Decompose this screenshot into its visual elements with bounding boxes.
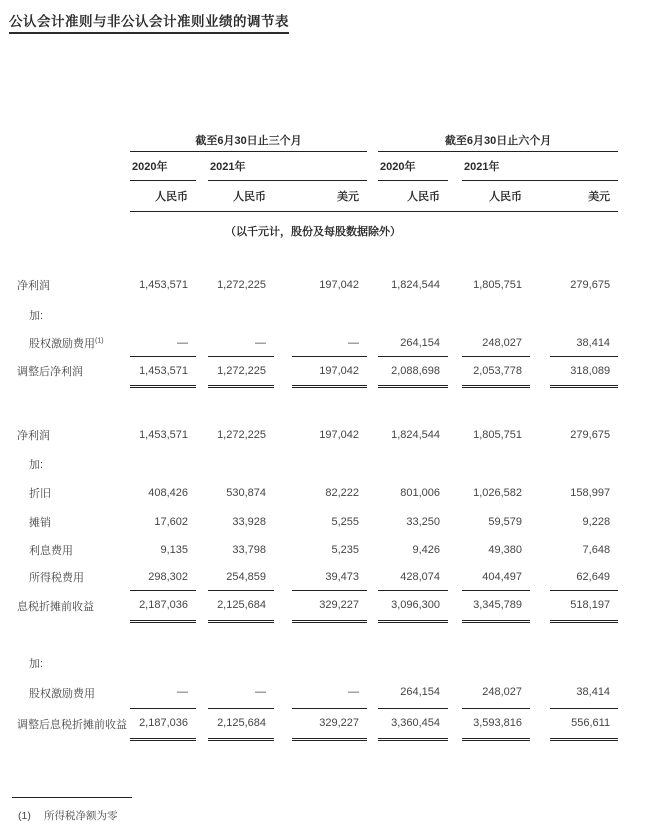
- value-cell: 1,453,571: [139, 429, 188, 441]
- table-row: [8, 649, 618, 677]
- value-cell: 1,453,571: [130, 356, 196, 386]
- value-cell: 2,187,036: [130, 708, 196, 739]
- table-row: [8, 677, 618, 708]
- value-cell: 518,197: [550, 590, 618, 621]
- value-cell: —: [130, 677, 196, 708]
- row-label: 利息费用: [29, 545, 73, 557]
- value-cell: 3,593,816: [462, 708, 530, 739]
- row-label: 摊销: [29, 516, 51, 529]
- value-cell: 3,345,789: [462, 590, 530, 621]
- value-cell: 254,859: [208, 564, 274, 590]
- unit-note: （以千元计，股份及每股数据除外）: [225, 226, 402, 239]
- value-cell: 33,798: [232, 544, 266, 556]
- year-header-h-2021: 2021年: [462, 151, 618, 180]
- table-row-years: [8, 151, 618, 180]
- table-row-period-groups: [8, 130, 618, 151]
- value-cell: —: [208, 330, 274, 356]
- table-row-total: [8, 708, 618, 739]
- value-cell: 279,675: [570, 279, 611, 291]
- column-group-header-three-months: 截至6月30日止三个月: [130, 130, 367, 151]
- row-label: 加:: [29, 658, 44, 670]
- value-cell: 33,250: [406, 515, 441, 528]
- table-row: [8, 420, 618, 450]
- table-row: [8, 478, 618, 507]
- year-header-q-2020: 2020年: [130, 151, 196, 180]
- value-cell: 3,360,454: [378, 708, 448, 739]
- currency-header-rmb: 人民币: [462, 180, 530, 211]
- table-row: [8, 450, 618, 478]
- value-cell: 158,997: [570, 486, 611, 499]
- currency-header-rmb: 人民币: [208, 180, 274, 211]
- value-cell: 2,088,698: [378, 356, 448, 386]
- value-cell: 801,006: [400, 486, 441, 499]
- value-cell: 2,125,684: [208, 708, 274, 739]
- year-header-h-2020: 2020年: [378, 151, 448, 180]
- row-label: 净利润: [17, 430, 50, 442]
- table-row-currencies: [8, 180, 618, 211]
- value-cell: 2,053,778: [462, 356, 530, 386]
- table-row: [8, 564, 618, 590]
- gaap-reconciliation-table: [8, 130, 618, 741]
- value-cell: —: [208, 677, 274, 708]
- currency-header-usd: 美元: [292, 180, 367, 211]
- value-cell: 38,414: [550, 330, 618, 356]
- value-cell: 7,648: [582, 544, 611, 556]
- value-cell: 1,272,225: [217, 429, 266, 441]
- value-cell: 5,255: [331, 515, 360, 528]
- footnote-ref: (1): [95, 337, 104, 345]
- value-cell: 298,302: [130, 564, 196, 590]
- value-cell: 318,089: [550, 356, 618, 386]
- value-cell: 49,380: [488, 544, 523, 556]
- value-cell: 1,805,751: [473, 429, 523, 441]
- column-group-header-six-months: 截至6月30日止六个月: [378, 130, 618, 151]
- value-cell: 248,027: [462, 330, 530, 356]
- row-label: 加:: [29, 459, 44, 471]
- value-cell: 9,426: [412, 544, 441, 556]
- table-row-total: [8, 356, 618, 386]
- value-cell: 556,611: [550, 708, 618, 739]
- value-cell: 408,426: [148, 486, 188, 499]
- table-row: [8, 536, 618, 564]
- value-cell: 1,824,544: [391, 429, 441, 441]
- row-label: 加:: [29, 310, 44, 322]
- value-cell: 5,235: [331, 544, 360, 556]
- table-row: [8, 300, 618, 330]
- row-label: 净利润: [17, 280, 50, 292]
- row-label: 息税折摊前收益: [17, 600, 94, 613]
- value-cell: 279,675: [570, 429, 611, 441]
- value-cell: 248,027: [462, 677, 530, 708]
- row-label: 折旧: [29, 487, 51, 500]
- row-label: 股权激励费用$^{(1)}$: [29, 337, 104, 350]
- table-row: [8, 270, 618, 300]
- value-cell: 329,227: [292, 590, 367, 621]
- value-cell: 33,928: [232, 515, 266, 528]
- value-cell: 38,414: [550, 677, 618, 708]
- table-row-total: [8, 590, 618, 621]
- currency-header-rmb: 人民币: [130, 180, 196, 211]
- value-cell: 39,473: [292, 564, 367, 590]
- value-cell: —: [130, 330, 196, 356]
- value-cell: 59,579: [488, 515, 523, 528]
- value-cell: 62,649: [550, 564, 618, 590]
- footnote-marker: (1): [18, 810, 31, 822]
- value-cell: 530,874: [226, 486, 266, 499]
- value-cell: 428,074: [378, 564, 448, 590]
- value-cell: 1,272,225: [217, 279, 266, 291]
- value-cell: 9,228: [582, 515, 611, 528]
- footnote: [12, 797, 132, 823]
- currency-header-rmb: 人民币: [378, 180, 448, 211]
- table-row: [8, 330, 618, 356]
- value-cell: 329,227: [292, 708, 367, 739]
- value-cell: 2,125,684: [208, 590, 274, 621]
- table-row-unit-note: [8, 211, 618, 251]
- page-title: 公认会计准则与非公认会计准则业绩的调节表: [9, 10, 289, 34]
- table-row: [8, 507, 618, 536]
- value-cell: 9,135: [160, 544, 188, 556]
- value-cell: 1,026,582: [473, 486, 523, 499]
- value-cell: 1,272,225: [208, 356, 274, 386]
- footnote-divider: [12, 797, 132, 798]
- row-label: 调整后净利润: [17, 366, 83, 378]
- value-cell: 264,154: [378, 677, 448, 708]
- currency-header-usd: 美元: [550, 180, 618, 211]
- value-cell: 82,222: [325, 486, 360, 499]
- value-cell: 1,824,544: [391, 279, 441, 291]
- row-label: 股权激励费用: [29, 687, 95, 700]
- value-cell: 197,042: [319, 429, 360, 441]
- value-cell: 1,805,751: [473, 279, 523, 291]
- value-cell: 1,453,571: [139, 279, 188, 291]
- year-header-q-2021: 2021年: [208, 151, 367, 180]
- value-cell: —: [292, 677, 367, 708]
- row-label: 调整后息税折摊前收益: [17, 718, 127, 731]
- row-label: 所得税费用: [29, 572, 84, 584]
- value-cell: 197,042: [319, 279, 360, 291]
- value-cell: 3,096,300: [378, 590, 448, 621]
- value-cell: 2,187,036: [130, 590, 196, 621]
- footnote-text: 所得税净额为零: [44, 810, 118, 822]
- value-cell: —: [292, 330, 367, 356]
- value-cell: 197,042: [292, 356, 367, 386]
- value-cell: 17,602: [154, 515, 188, 528]
- value-cell: 264,154: [378, 330, 448, 356]
- value-cell: 404,497: [462, 564, 530, 590]
